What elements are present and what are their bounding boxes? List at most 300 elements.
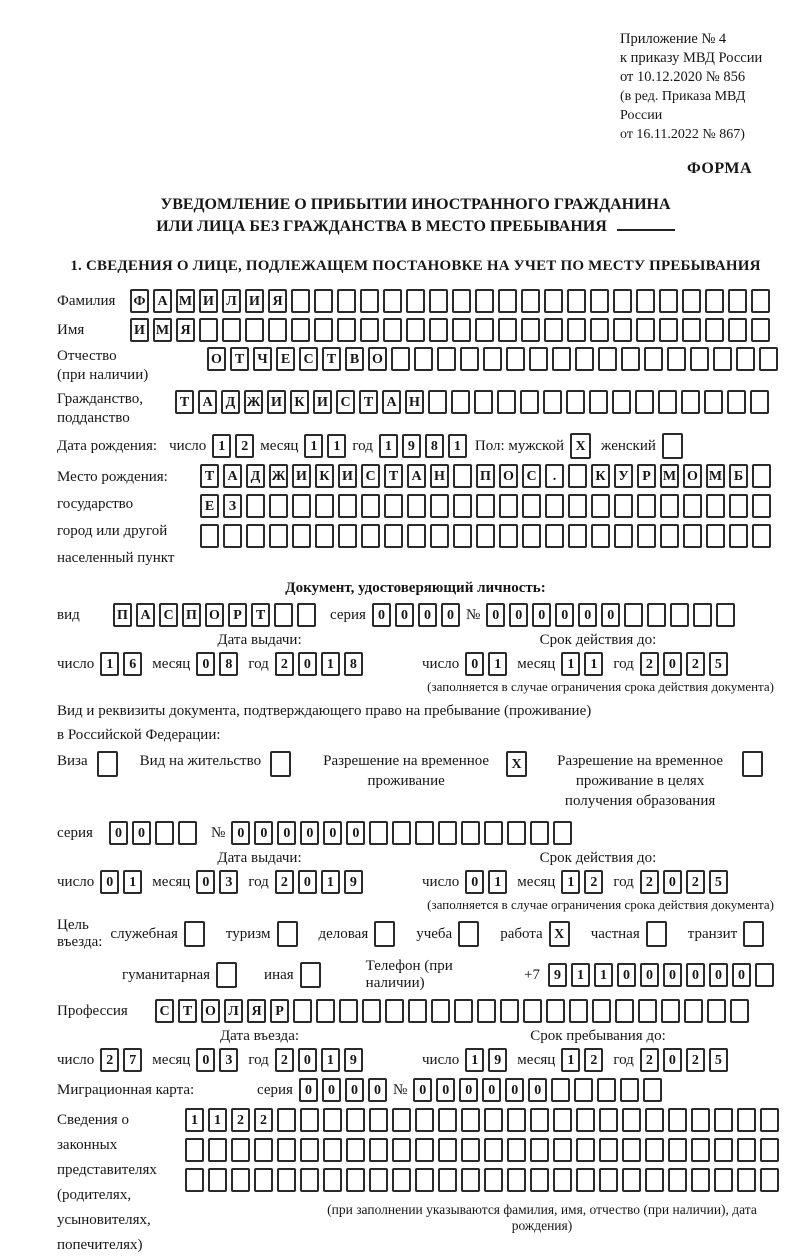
char-cell[interactable]: 0 bbox=[418, 603, 437, 627]
char-cell[interactable] bbox=[185, 1138, 204, 1162]
char-cell[interactable] bbox=[645, 1168, 664, 1192]
char-cell[interactable] bbox=[406, 318, 425, 342]
char-cell[interactable]: 5 bbox=[709, 870, 728, 894]
char-cell[interactable]: 0 bbox=[298, 652, 317, 676]
char-cell[interactable] bbox=[415, 1108, 434, 1132]
char-cell[interactable] bbox=[682, 289, 701, 313]
char-cell[interactable] bbox=[460, 347, 479, 371]
char-cell[interactable] bbox=[323, 1108, 342, 1132]
char-cell[interactable] bbox=[647, 603, 666, 627]
char-cell[interactable] bbox=[521, 289, 540, 313]
char-cell[interactable] bbox=[716, 603, 735, 627]
char-cell[interactable] bbox=[406, 289, 425, 313]
char-cell[interactable] bbox=[637, 494, 656, 518]
char-cell[interactable] bbox=[599, 1138, 618, 1162]
char-cell[interactable]: 8 bbox=[344, 652, 363, 676]
char-cell[interactable]: 2 bbox=[100, 1048, 119, 1072]
char-cell[interactable]: Ч bbox=[253, 347, 272, 371]
char-cell[interactable] bbox=[300, 1108, 319, 1132]
char-cell[interactable] bbox=[277, 1168, 296, 1192]
char-cell[interactable]: Р bbox=[637, 464, 656, 488]
char-cell[interactable] bbox=[590, 289, 609, 313]
char-cell[interactable]: 2 bbox=[235, 434, 254, 458]
char-cell[interactable]: 1 bbox=[448, 434, 467, 458]
char-cell[interactable] bbox=[476, 494, 495, 518]
char-cell[interactable]: 0 bbox=[395, 603, 414, 627]
char-cell[interactable] bbox=[507, 1108, 526, 1132]
char-cell[interactable] bbox=[392, 821, 411, 845]
char-cell[interactable] bbox=[506, 347, 525, 371]
char-cell[interactable] bbox=[727, 390, 746, 414]
char-cell[interactable] bbox=[346, 1138, 365, 1162]
char-cell[interactable] bbox=[407, 524, 426, 548]
char-cell[interactable]: О bbox=[683, 464, 702, 488]
char-cell[interactable]: А bbox=[198, 390, 217, 414]
char-cell[interactable]: 0 bbox=[277, 821, 296, 845]
char-cell[interactable] bbox=[254, 1168, 273, 1192]
char-cell[interactable]: 2 bbox=[686, 652, 705, 676]
char-cell[interactable] bbox=[755, 963, 774, 987]
char-cell[interactable] bbox=[391, 347, 410, 371]
char-cell[interactable] bbox=[545, 494, 564, 518]
char-cell[interactable] bbox=[231, 1138, 250, 1162]
char-cell[interactable]: 0 bbox=[640, 963, 659, 987]
char-cell[interactable] bbox=[521, 318, 540, 342]
char-cell[interactable] bbox=[185, 1168, 204, 1192]
char-cell[interactable] bbox=[430, 494, 449, 518]
char-cell[interactable] bbox=[385, 999, 404, 1023]
char-cell[interactable] bbox=[484, 821, 503, 845]
char-cell[interactable]: 1 bbox=[304, 434, 323, 458]
char-cell[interactable]: 2 bbox=[231, 1108, 250, 1132]
char-cell[interactable] bbox=[500, 999, 519, 1023]
char-cell[interactable] bbox=[277, 1138, 296, 1162]
char-cell[interactable] bbox=[530, 1138, 549, 1162]
char-cell[interactable]: 1 bbox=[321, 652, 340, 676]
char-cell[interactable]: И bbox=[245, 289, 264, 313]
char-cell[interactable] bbox=[369, 1108, 388, 1132]
char-cell[interactable]: М bbox=[706, 464, 725, 488]
char-cell[interactable] bbox=[620, 1078, 639, 1102]
char-cell[interactable]: Р bbox=[228, 603, 247, 627]
char-cell[interactable] bbox=[613, 318, 632, 342]
char-cell[interactable] bbox=[729, 524, 748, 548]
char-cell[interactable] bbox=[300, 1168, 319, 1192]
char-cell[interactable]: 2 bbox=[640, 1048, 659, 1072]
char-cell[interactable] bbox=[476, 524, 495, 548]
char-cell[interactable] bbox=[705, 318, 724, 342]
char-cell[interactable] bbox=[315, 524, 334, 548]
char-cell[interactable] bbox=[576, 1108, 595, 1132]
char-cell[interactable] bbox=[728, 318, 747, 342]
char-cell[interactable] bbox=[415, 1168, 434, 1192]
char-cell[interactable] bbox=[292, 524, 311, 548]
char-cell[interactable]: 9 bbox=[344, 870, 363, 894]
char-cell[interactable] bbox=[522, 494, 541, 518]
char-cell[interactable] bbox=[713, 347, 732, 371]
char-cell[interactable] bbox=[438, 1108, 457, 1132]
char-cell[interactable] bbox=[155, 821, 174, 845]
char-cell[interactable]: 1 bbox=[594, 963, 613, 987]
char-cell[interactable] bbox=[546, 999, 565, 1023]
char-cell[interactable] bbox=[662, 433, 683, 459]
char-cell[interactable] bbox=[592, 999, 611, 1023]
char-cell[interactable] bbox=[590, 318, 609, 342]
char-cell[interactable] bbox=[291, 289, 310, 313]
char-cell[interactable]: 0 bbox=[459, 1078, 478, 1102]
char-cell[interactable]: Д bbox=[246, 464, 265, 488]
char-cell[interactable] bbox=[760, 1108, 779, 1132]
char-cell[interactable] bbox=[199, 318, 218, 342]
char-cell[interactable] bbox=[659, 289, 678, 313]
char-cell[interactable]: 9 bbox=[488, 1048, 507, 1072]
char-cell[interactable] bbox=[453, 494, 472, 518]
char-cell[interactable] bbox=[316, 999, 335, 1023]
char-cell[interactable]: 2 bbox=[584, 1048, 603, 1072]
char-cell[interactable] bbox=[643, 1078, 662, 1102]
char-cell[interactable]: 1 bbox=[123, 870, 142, 894]
char-cell[interactable] bbox=[691, 1108, 710, 1132]
char-cell[interactable]: 0 bbox=[663, 652, 682, 676]
char-cell[interactable]: А bbox=[223, 464, 242, 488]
char-cell[interactable]: 7 bbox=[123, 1048, 142, 1072]
char-cell[interactable]: 0 bbox=[686, 963, 705, 987]
char-cell[interactable] bbox=[760, 1138, 779, 1162]
char-cell[interactable]: 0 bbox=[322, 1078, 341, 1102]
char-cell[interactable] bbox=[668, 1108, 687, 1132]
char-cell[interactable]: 1 bbox=[100, 652, 119, 676]
char-cell[interactable]: 1 bbox=[327, 434, 346, 458]
char-cell[interactable]: 8 bbox=[219, 652, 238, 676]
char-cell[interactable] bbox=[667, 347, 686, 371]
char-cell[interactable] bbox=[297, 603, 316, 627]
char-cell[interactable]: С bbox=[361, 464, 380, 488]
char-cell[interactable] bbox=[475, 318, 494, 342]
char-cell[interactable] bbox=[437, 347, 456, 371]
char-cell[interactable] bbox=[658, 390, 677, 414]
char-cell[interactable] bbox=[568, 524, 587, 548]
char-cell[interactable]: К bbox=[591, 464, 610, 488]
char-cell[interactable] bbox=[520, 390, 539, 414]
char-cell[interactable] bbox=[269, 524, 288, 548]
char-cell[interactable] bbox=[530, 821, 549, 845]
char-cell[interactable] bbox=[300, 1138, 319, 1162]
char-cell[interactable] bbox=[269, 494, 288, 518]
char-cell[interactable]: И bbox=[130, 318, 149, 342]
char-cell[interactable] bbox=[730, 999, 749, 1023]
char-cell[interactable] bbox=[383, 318, 402, 342]
char-cell[interactable] bbox=[454, 999, 473, 1023]
char-cell[interactable] bbox=[522, 524, 541, 548]
char-cell[interactable]: 1 bbox=[321, 870, 340, 894]
char-cell[interactable] bbox=[691, 1168, 710, 1192]
char-cell[interactable] bbox=[645, 1138, 664, 1162]
char-cell[interactable]: С bbox=[522, 464, 541, 488]
char-cell[interactable]: 0 bbox=[532, 603, 551, 627]
char-cell[interactable] bbox=[760, 1168, 779, 1192]
char-cell[interactable]: Н bbox=[405, 390, 424, 414]
char-cell[interactable]: М bbox=[153, 318, 172, 342]
char-cell[interactable] bbox=[461, 1108, 480, 1132]
char-cell[interactable] bbox=[759, 347, 778, 371]
char-cell[interactable] bbox=[553, 1138, 572, 1162]
char-cell[interactable] bbox=[499, 524, 518, 548]
char-cell[interactable]: Я bbox=[268, 289, 287, 313]
char-cell[interactable] bbox=[574, 1078, 593, 1102]
char-cell[interactable]: В bbox=[345, 347, 364, 371]
char-cell[interactable] bbox=[430, 524, 449, 548]
char-cell[interactable] bbox=[208, 1138, 227, 1162]
char-cell[interactable]: 1 bbox=[488, 870, 507, 894]
char-cell[interactable]: 2 bbox=[275, 652, 294, 676]
char-cell[interactable] bbox=[484, 1108, 503, 1132]
char-cell[interactable]: 0 bbox=[346, 821, 365, 845]
char-cell[interactable]: X bbox=[549, 921, 570, 947]
char-cell[interactable]: 2 bbox=[254, 1108, 273, 1132]
char-cell[interactable] bbox=[451, 390, 470, 414]
char-cell[interactable] bbox=[598, 347, 617, 371]
char-cell[interactable] bbox=[293, 999, 312, 1023]
char-cell[interactable]: С bbox=[155, 999, 174, 1023]
char-cell[interactable] bbox=[752, 464, 771, 488]
char-cell[interactable]: З bbox=[223, 494, 242, 518]
char-cell[interactable] bbox=[553, 1108, 572, 1132]
char-cell[interactable] bbox=[483, 347, 502, 371]
char-cell[interactable] bbox=[624, 603, 643, 627]
char-cell[interactable]: Д bbox=[221, 390, 240, 414]
char-cell[interactable]: 1 bbox=[321, 1048, 340, 1072]
char-cell[interactable]: Е bbox=[200, 494, 219, 518]
char-cell[interactable] bbox=[743, 921, 764, 947]
char-cell[interactable] bbox=[231, 1168, 250, 1192]
char-cell[interactable] bbox=[178, 821, 197, 845]
char-cell[interactable] bbox=[751, 289, 770, 313]
char-cell[interactable]: О bbox=[368, 347, 387, 371]
char-cell[interactable] bbox=[407, 494, 426, 518]
char-cell[interactable]: Ж bbox=[244, 390, 263, 414]
char-cell[interactable]: 2 bbox=[584, 870, 603, 894]
char-cell[interactable] bbox=[475, 289, 494, 313]
char-cell[interactable] bbox=[498, 318, 517, 342]
char-cell[interactable] bbox=[728, 289, 747, 313]
char-cell[interactable]: Е bbox=[276, 347, 295, 371]
char-cell[interactable] bbox=[736, 347, 755, 371]
char-cell[interactable] bbox=[499, 494, 518, 518]
char-cell[interactable]: 0 bbox=[100, 870, 119, 894]
char-cell[interactable]: 0 bbox=[578, 603, 597, 627]
char-cell[interactable]: А bbox=[136, 603, 155, 627]
char-cell[interactable] bbox=[599, 1168, 618, 1192]
char-cell[interactable] bbox=[338, 494, 357, 518]
char-cell[interactable] bbox=[337, 289, 356, 313]
char-cell[interactable]: У bbox=[614, 464, 633, 488]
char-cell[interactable] bbox=[523, 999, 542, 1023]
char-cell[interactable] bbox=[323, 1138, 342, 1162]
char-cell[interactable] bbox=[622, 1108, 641, 1132]
char-cell[interactable] bbox=[339, 999, 358, 1023]
char-cell[interactable] bbox=[270, 751, 291, 777]
char-cell[interactable] bbox=[246, 524, 265, 548]
char-cell[interactable] bbox=[384, 524, 403, 548]
char-cell[interactable] bbox=[660, 524, 679, 548]
char-cell[interactable] bbox=[750, 390, 769, 414]
char-cell[interactable] bbox=[452, 318, 471, 342]
char-cell[interactable] bbox=[246, 494, 265, 518]
char-cell[interactable]: 1 bbox=[208, 1108, 227, 1132]
char-cell[interactable]: П bbox=[182, 603, 201, 627]
char-cell[interactable] bbox=[461, 1138, 480, 1162]
char-cell[interactable] bbox=[636, 289, 655, 313]
char-cell[interactable]: Т bbox=[178, 999, 197, 1023]
char-cell[interactable] bbox=[346, 1168, 365, 1192]
char-cell[interactable]: 1 bbox=[212, 434, 231, 458]
char-cell[interactable]: 0 bbox=[231, 821, 250, 845]
char-cell[interactable] bbox=[530, 1108, 549, 1132]
char-cell[interactable]: 5 bbox=[709, 652, 728, 676]
char-cell[interactable] bbox=[415, 1138, 434, 1162]
char-cell[interactable] bbox=[668, 1138, 687, 1162]
char-cell[interactable] bbox=[568, 464, 587, 488]
char-cell[interactable]: 3 bbox=[219, 870, 238, 894]
char-cell[interactable] bbox=[361, 494, 380, 518]
char-cell[interactable] bbox=[576, 1138, 595, 1162]
char-cell[interactable] bbox=[567, 289, 586, 313]
char-cell[interactable] bbox=[415, 821, 434, 845]
char-cell[interactable]: К bbox=[315, 464, 334, 488]
char-cell[interactable]: Т bbox=[200, 464, 219, 488]
char-cell[interactable] bbox=[706, 524, 725, 548]
char-cell[interactable] bbox=[292, 494, 311, 518]
char-cell[interactable]: 0 bbox=[528, 1078, 547, 1102]
char-cell[interactable] bbox=[438, 1138, 457, 1162]
char-cell[interactable] bbox=[200, 524, 219, 548]
char-cell[interactable] bbox=[737, 1168, 756, 1192]
char-cell[interactable]: 0 bbox=[709, 963, 728, 987]
char-cell[interactable] bbox=[575, 347, 594, 371]
char-cell[interactable] bbox=[742, 751, 763, 777]
char-cell[interactable]: 0 bbox=[509, 603, 528, 627]
char-cell[interactable]: Ф bbox=[130, 289, 149, 313]
char-cell[interactable]: 1 bbox=[379, 434, 398, 458]
char-cell[interactable] bbox=[362, 999, 381, 1023]
char-cell[interactable]: 1 bbox=[185, 1108, 204, 1132]
char-cell[interactable] bbox=[670, 603, 689, 627]
char-cell[interactable] bbox=[714, 1138, 733, 1162]
char-cell[interactable] bbox=[314, 289, 333, 313]
char-cell[interactable]: . bbox=[545, 464, 564, 488]
char-cell[interactable] bbox=[245, 318, 264, 342]
char-cell[interactable]: А bbox=[407, 464, 426, 488]
char-cell[interactable] bbox=[369, 1168, 388, 1192]
char-cell[interactable]: 6 bbox=[123, 652, 142, 676]
char-cell[interactable] bbox=[737, 1108, 756, 1132]
char-cell[interactable] bbox=[681, 390, 700, 414]
char-cell[interactable]: X bbox=[506, 751, 527, 777]
char-cell[interactable]: 0 bbox=[368, 1078, 387, 1102]
char-cell[interactable]: С bbox=[336, 390, 355, 414]
char-cell[interactable] bbox=[507, 1168, 526, 1192]
char-cell[interactable] bbox=[599, 1108, 618, 1132]
char-cell[interactable]: 2 bbox=[686, 1048, 705, 1072]
char-cell[interactable] bbox=[392, 1108, 411, 1132]
char-cell[interactable]: 0 bbox=[196, 1048, 215, 1072]
char-cell[interactable] bbox=[659, 318, 678, 342]
char-cell[interactable] bbox=[360, 318, 379, 342]
char-cell[interactable]: 0 bbox=[441, 603, 460, 627]
char-cell[interactable] bbox=[337, 318, 356, 342]
char-cell[interactable] bbox=[314, 318, 333, 342]
char-cell[interactable] bbox=[497, 390, 516, 414]
char-cell[interactable] bbox=[291, 318, 310, 342]
char-cell[interactable] bbox=[591, 524, 610, 548]
char-cell[interactable]: П bbox=[113, 603, 132, 627]
char-cell[interactable]: 0 bbox=[372, 603, 391, 627]
char-cell[interactable] bbox=[369, 821, 388, 845]
char-cell[interactable]: О bbox=[207, 347, 226, 371]
char-cell[interactable]: Б bbox=[729, 464, 748, 488]
char-cell[interactable]: 0 bbox=[486, 603, 505, 627]
char-cell[interactable] bbox=[646, 921, 667, 947]
char-cell[interactable] bbox=[751, 318, 770, 342]
char-cell[interactable]: 0 bbox=[196, 870, 215, 894]
char-cell[interactable]: М bbox=[660, 464, 679, 488]
char-cell[interactable]: Т bbox=[322, 347, 341, 371]
char-cell[interactable]: 0 bbox=[436, 1078, 455, 1102]
char-cell[interactable] bbox=[614, 494, 633, 518]
char-cell[interactable] bbox=[223, 524, 242, 548]
char-cell[interactable]: 2 bbox=[640, 652, 659, 676]
char-cell[interactable]: Т bbox=[359, 390, 378, 414]
char-cell[interactable]: Т bbox=[175, 390, 194, 414]
char-cell[interactable]: 1 bbox=[488, 652, 507, 676]
char-cell[interactable] bbox=[222, 318, 241, 342]
char-cell[interactable] bbox=[360, 289, 379, 313]
char-cell[interactable]: 0 bbox=[298, 1048, 317, 1072]
char-cell[interactable]: А bbox=[382, 390, 401, 414]
char-cell[interactable]: 0 bbox=[254, 821, 273, 845]
char-cell[interactable]: И bbox=[313, 390, 332, 414]
char-cell[interactable] bbox=[635, 390, 654, 414]
char-cell[interactable]: 1 bbox=[561, 870, 580, 894]
char-cell[interactable] bbox=[277, 921, 298, 947]
char-cell[interactable]: 0 bbox=[300, 821, 319, 845]
char-cell[interactable] bbox=[566, 390, 585, 414]
char-cell[interactable] bbox=[597, 1078, 616, 1102]
char-cell[interactable] bbox=[315, 494, 334, 518]
char-cell[interactable] bbox=[684, 999, 703, 1023]
char-cell[interactable] bbox=[254, 1138, 273, 1162]
char-cell[interactable]: И bbox=[338, 464, 357, 488]
char-cell[interactable] bbox=[551, 1078, 570, 1102]
char-cell[interactable] bbox=[383, 289, 402, 313]
char-cell[interactable] bbox=[622, 1138, 641, 1162]
char-cell[interactable]: О bbox=[205, 603, 224, 627]
char-cell[interactable]: Т bbox=[251, 603, 270, 627]
char-cell[interactable]: Р bbox=[270, 999, 289, 1023]
char-cell[interactable] bbox=[453, 464, 472, 488]
char-cell[interactable] bbox=[615, 999, 634, 1023]
char-cell[interactable] bbox=[429, 289, 448, 313]
char-cell[interactable]: 1 bbox=[561, 1048, 580, 1072]
char-cell[interactable]: Я bbox=[247, 999, 266, 1023]
char-cell[interactable]: 0 bbox=[663, 1048, 682, 1072]
char-cell[interactable] bbox=[338, 524, 357, 548]
char-cell[interactable] bbox=[668, 1168, 687, 1192]
char-cell[interactable] bbox=[661, 999, 680, 1023]
char-cell[interactable] bbox=[693, 603, 712, 627]
char-cell[interactable]: 0 bbox=[109, 821, 128, 845]
char-cell[interactable] bbox=[184, 921, 205, 947]
